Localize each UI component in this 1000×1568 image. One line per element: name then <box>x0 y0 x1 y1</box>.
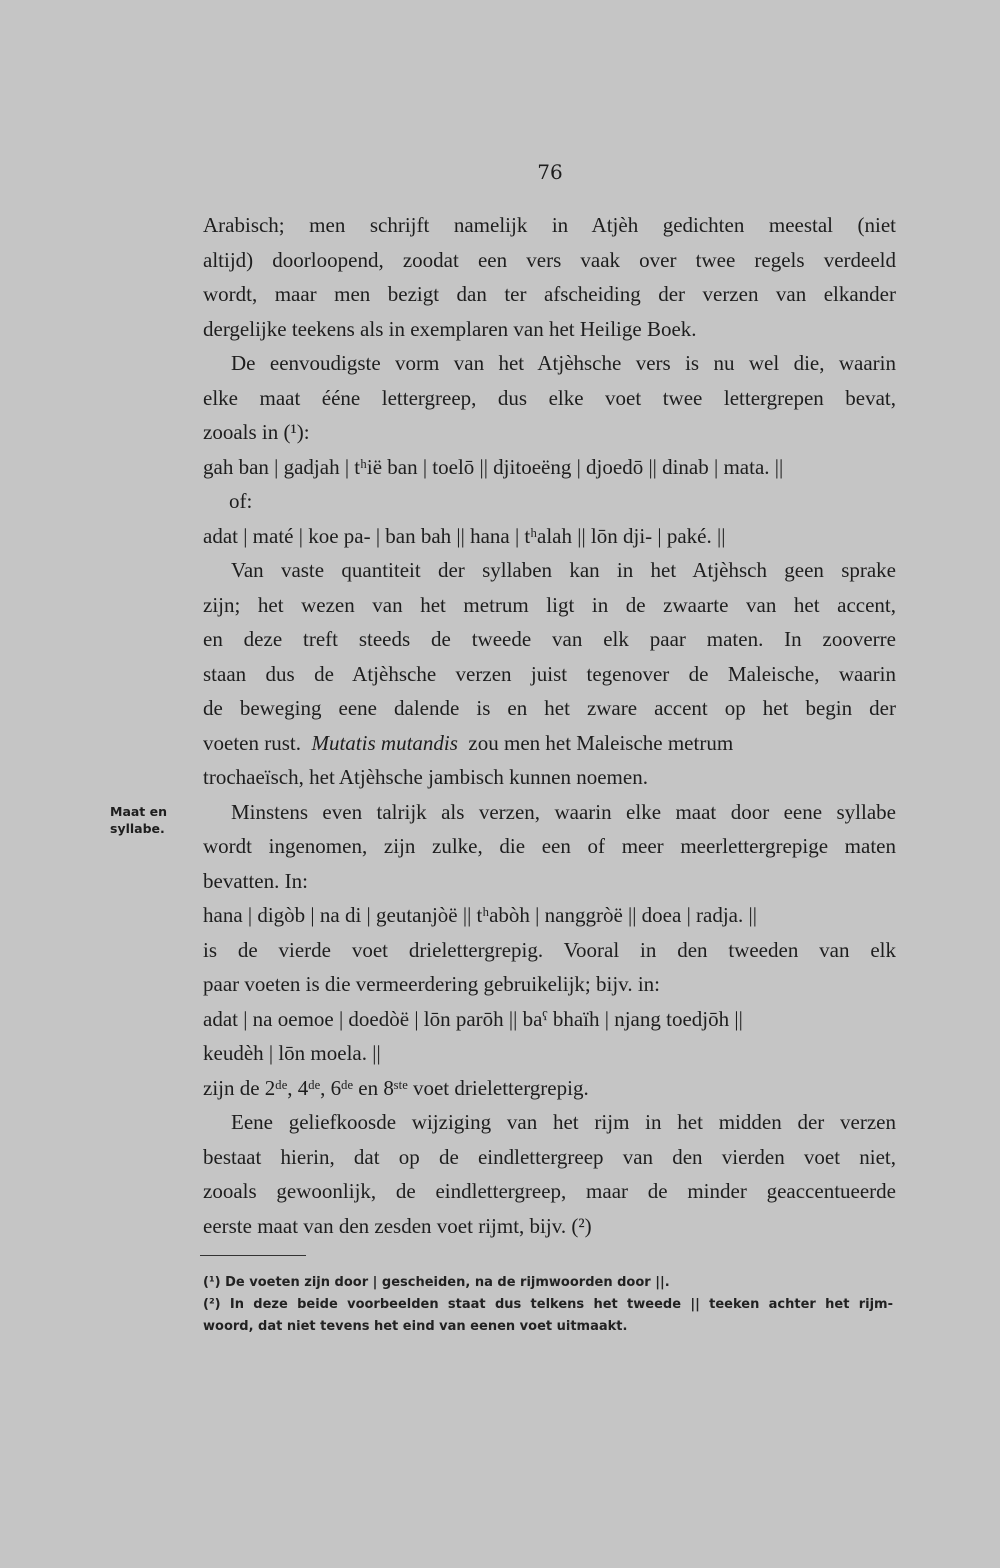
body-text <box>203 208 896 1243</box>
footnote-line: woord, dat niet tevens het eind van eenen voet uitmaakt. <box>203 1319 628 1334</box>
text-line: zooals in (¹): <box>203 420 310 444</box>
text-line: De eenvoudigste vorm van het Atjèhsche vers is nu wel die, waarin <box>231 351 896 375</box>
text-line: of: <box>229 489 253 513</box>
text-line: Van vaste quantiteit der syllaben kan in het Atjèhsch geen sprake <box>231 558 896 582</box>
text-line: Arabisch; men schrijft namelijk in Atjèh gedichten meestal (niet <box>203 213 896 237</box>
text-line: paar voeten is die vermeerdering gebruikelijk; bijv. in: <box>203 972 660 996</box>
verse-line: keudèh | lōn moela. || <box>203 1041 381 1065</box>
text-line: altijd) doorloopend, zoodat een vers vaak over twee regels verdeeld <box>203 247 896 272</box>
text-line: dergelijke teekens als in exemplaren van het Heilige Boek. <box>203 316 697 341</box>
text-line: zijn de 2ᵈᵉ, 4ᵈᵉ, 6ᵈᵉ en 8ˢᵗᵉ voet drielettergrepig. <box>203 1075 589 1100</box>
text-line: bestaat hierin, dat op de eindlettergreep van den vierden voet niet, <box>203 1144 896 1169</box>
text-line: wordt ingenomen, zijn zulke, die een of meer meerlettergrepige maten <box>203 834 896 858</box>
text-line: eerste maat van den zesden voet rijmt, bijv. (²) <box>203 1213 592 1238</box>
verse-line: gah ban | gadjah | tʰië ban | toelō || djitoeëng | djoedō || dinab | mata. || <box>203 454 784 479</box>
text-line: is de vierde voet drielettergrepig. Vooral in den tweeden van elk <box>203 937 896 962</box>
verse-line: adat | maté | koe pa- | ban bah || hana | tʰalah || lōn dji- | paké. || <box>203 523 726 548</box>
text-line: trochaeïsch, het Atjèhsche jambisch kunnen noemen. <box>203 765 648 789</box>
footnote-divider <box>200 1255 306 1256</box>
text-line: staan dus de Atjèhsche verzen juist tegenover de Maleische, waarin <box>203 661 896 686</box>
footnotes <box>203 1272 893 1338</box>
italic-phrase: Mutatis mutandis <box>311 730 458 755</box>
text-line: de beweging eene dalende is en het zware accent op het begin der <box>203 696 896 720</box>
footnote-line: (¹) De voeten zijn door | gescheiden, na de rijmwoorden door ||. <box>203 1275 670 1290</box>
margin-note <box>110 803 192 837</box>
text-line <box>203 726 896 761</box>
text-line: zooals gewoonlijk, de eindlettergreep, maar de minder geaccentueerde <box>203 1179 896 1203</box>
text-line: zijn; het wezen van het metrum ligt in de zwaarte van het accent, <box>203 592 896 617</box>
text-line: wordt, maar men bezigt dan ter afscheiding der verzen van elkander <box>203 282 896 306</box>
text-line: en deze treft steeds de tweede van elk paar maten. In zooverre <box>203 627 896 651</box>
text-segment: zou men het Maleische metrum <box>468 730 734 755</box>
footnote-line: (²) In deze beide voorbeelden staat dus telkens het tweede || teeken achter het rijm- <box>203 1297 893 1312</box>
text-line: Minstens even talrijk als verzen, waarin elke maat door eene syllabe <box>231 799 896 824</box>
text-line: bevatten. In: <box>203 868 308 893</box>
margin-note-line: syllabe. <box>110 821 165 836</box>
text-line: elke maat ééne lettergreep, dus elke voet twee lettergrepen bevat, <box>203 385 896 410</box>
verse-line: adat | na oemoe | doedòë | lōn parōh || baˁ bhaïh | njang toedjōh || <box>203 1006 743 1031</box>
margin-note-line: Maat en <box>110 804 168 819</box>
verse-line: hana | digòb | na di | geutanjòë || tʰabòh | nanggròë || doea | radja. || <box>203 903 757 927</box>
page-number: 76 <box>537 160 563 184</box>
text-line: Eene geliefkoosde wijziging van het rijm in het midden der verzen <box>231 1110 896 1134</box>
text-segment: voeten rust. <box>203 730 301 755</box>
